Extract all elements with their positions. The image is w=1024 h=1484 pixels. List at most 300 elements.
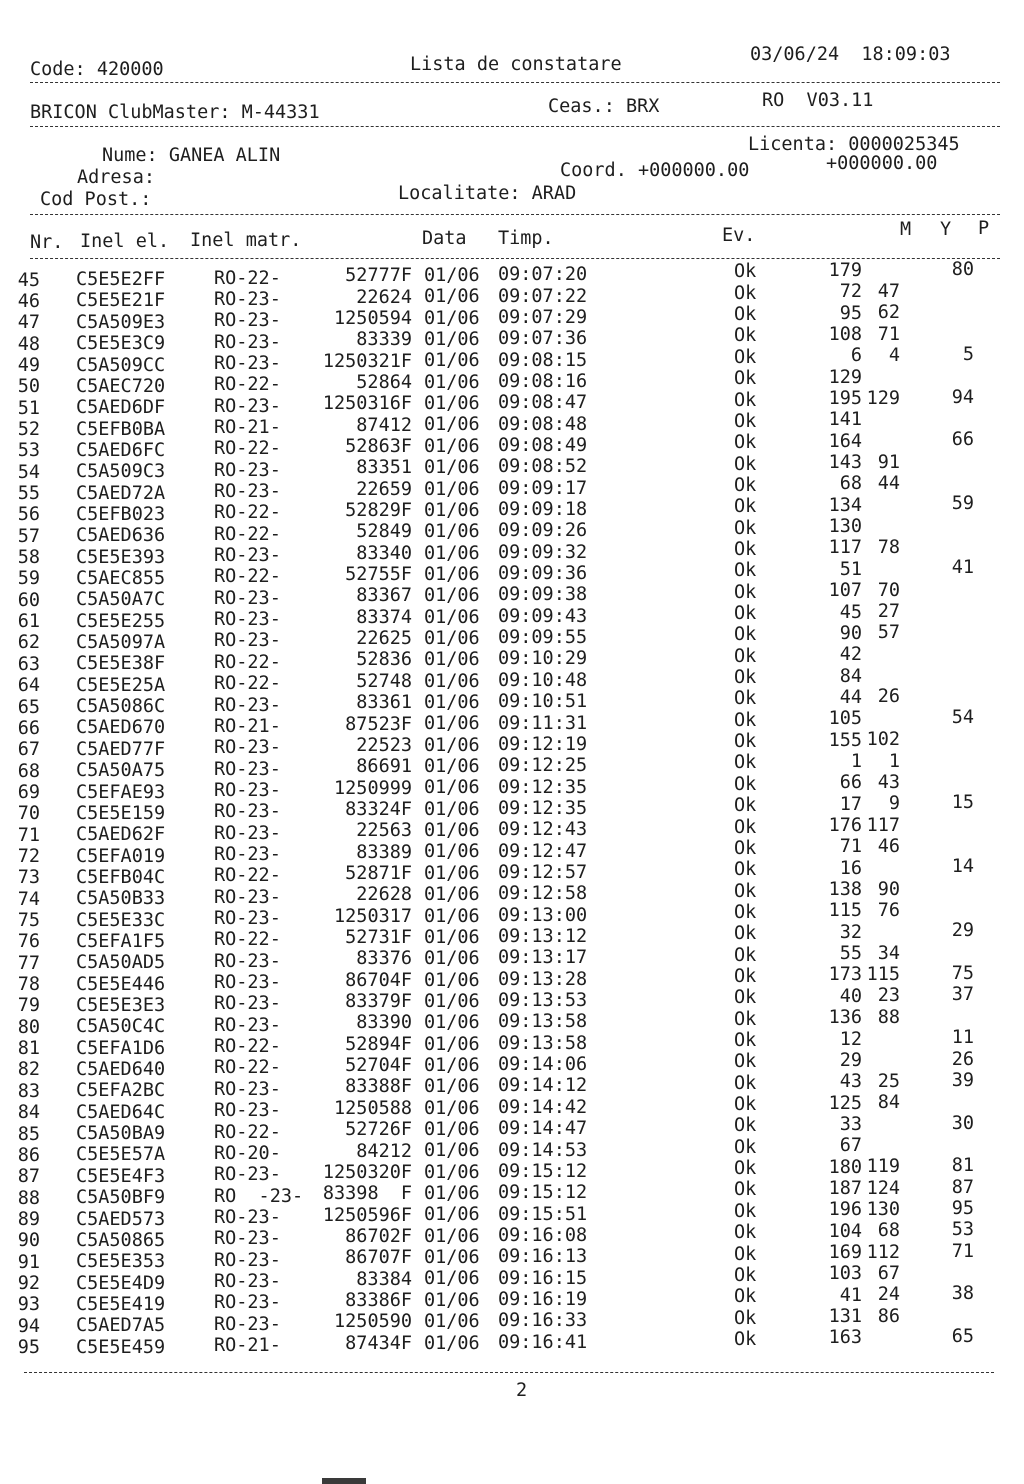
cell-matr: 22659: [356, 478, 412, 500]
cell-ev: Ok: [734, 1179, 757, 1201]
cell-matr: 1250594: [334, 307, 412, 329]
cell-nr: 85: [17, 1123, 40, 1145]
cell-y: 102: [866, 729, 900, 751]
cell-matr: 83384: [356, 1268, 412, 1290]
cell-ro: RO-23-: [214, 630, 281, 652]
cell-m: 163: [828, 1327, 862, 1349]
cell-y: 84: [877, 1092, 900, 1114]
cell-date: 01/06: [424, 756, 480, 778]
cell-date: 01/06: [424, 414, 480, 436]
cell-nr: 60: [17, 589, 40, 611]
cell-inel: C5EFB04C: [76, 866, 166, 888]
cell-matr: 52755F: [345, 564, 412, 586]
cell-matr: 84212: [356, 1140, 412, 1162]
col-p: P: [978, 218, 990, 239]
cell-ro: RO-22-: [214, 566, 281, 588]
cell-ro: RO-23-: [214, 587, 281, 609]
cell-ro: RO-20-: [214, 1142, 281, 1164]
cell-matr: 52894F: [345, 1033, 412, 1055]
cell-ro: RO-23-: [214, 972, 281, 994]
cell-inel: C5A50B33: [76, 888, 166, 910]
cell-ev: Ok: [734, 1094, 757, 1116]
cell-ro: RO-23-: [214, 993, 281, 1015]
cell-date: 01/06: [424, 990, 480, 1012]
cell-matr: 52863F: [345, 435, 412, 457]
cell-m: 125: [828, 1092, 862, 1114]
cell-y: 76: [877, 899, 900, 921]
cell-time: 09:13:53: [498, 990, 588, 1012]
cell-ev: Ok: [734, 346, 757, 368]
cell-m: 131: [828, 1306, 862, 1328]
cell-nr: 66: [17, 717, 40, 739]
cell-ev: Ok: [734, 624, 757, 646]
cell-ev: Ok: [734, 1030, 757, 1051]
cell-p: 38: [951, 1283, 974, 1305]
cell-p: 94: [951, 386, 974, 408]
cell-nr: 82: [17, 1059, 40, 1081]
cell-nr: 61: [17, 611, 40, 633]
cell-y: 46: [877, 835, 900, 857]
cell-inel: C5A50A75: [76, 760, 166, 782]
cell-time: 09:13:12: [498, 926, 588, 948]
col-ev: Ev.: [722, 225, 756, 246]
cell-ro: RO-23-: [214, 843, 281, 865]
cell-date: 01/06: [424, 521, 480, 543]
cell-ev: Ok: [734, 1008, 757, 1030]
cell-date: 01/06: [424, 1183, 480, 1205]
cell-y: 119: [866, 1156, 900, 1178]
cell-ro: RO-23-: [214, 1206, 281, 1228]
cell-ro: RO-23-: [214, 1292, 281, 1314]
cell-p: 95: [951, 1197, 974, 1219]
cell-inel: C5AED6FC: [76, 439, 166, 461]
cell-m: 129: [828, 366, 862, 388]
cell-date: 01/06: [424, 585, 480, 607]
cell-m: 55: [839, 943, 862, 965]
cell-m: 29: [839, 1049, 862, 1071]
cell-ev: Ok: [734, 1328, 757, 1350]
cell-date: 01/06: [424, 1054, 480, 1076]
cell-y: 25: [877, 1070, 900, 1092]
cell-matr: 83361: [356, 692, 412, 714]
cell-y: 71: [877, 323, 900, 345]
cell-nr: 86: [17, 1144, 40, 1166]
cell-nr: 62: [17, 632, 40, 654]
cell-nr: 77: [17, 952, 40, 974]
licence: Licenta: 0000025345: [748, 134, 960, 155]
cell-ev: Ok: [734, 795, 757, 817]
locality: Localitate: ARAD: [398, 183, 577, 204]
cell-matr: 83379F: [345, 991, 412, 1013]
cell-matr: 83339: [356, 329, 412, 351]
cell-inel: C5E5E4D9: [76, 1272, 166, 1294]
cell-nr: 50: [17, 376, 40, 398]
cell-inel: C5A50A7C: [76, 589, 166, 611]
address-label: Adresa:: [77, 167, 155, 188]
cell-ro: RO-23-: [214, 1100, 281, 1122]
cell-time: 09:12:47: [498, 840, 588, 862]
cell-p: 5: [962, 343, 974, 365]
cell-ro: RO-22-: [214, 502, 281, 524]
cell-m: 71: [839, 836, 862, 858]
cell-inel: C5AED77F: [76, 738, 166, 760]
cell-time: 09:08:16: [498, 370, 588, 392]
cell-date: 01/06: [424, 841, 480, 863]
cell-p: 41: [951, 557, 974, 579]
cell-ro: RO-23-: [214, 310, 281, 332]
cell-matr: 52731F: [345, 927, 412, 949]
cell-ro: RO-23-: [214, 737, 281, 759]
cell-time: 09:13:00: [498, 904, 588, 926]
cell-time: 09:09:36: [498, 563, 588, 585]
cell-date: 01/06: [424, 926, 480, 948]
cell-m: 41: [839, 1284, 862, 1306]
cell-matr: 1250320F: [322, 1161, 412, 1183]
cell-matr: 1250316F: [322, 393, 412, 415]
cell-nr: 64: [17, 675, 40, 697]
cell-matr: 1250590: [334, 1311, 412, 1333]
cell-time: 09:16:15: [498, 1267, 588, 1289]
cell-inel: C5EFB0BA: [76, 418, 166, 440]
cell-ro: RO-23-: [214, 352, 281, 374]
cell-time: 09:16:33: [498, 1310, 588, 1332]
cell-matr: 83390: [356, 1012, 412, 1034]
cell-inel: C5E5E4F3: [76, 1165, 166, 1187]
cell-m: 32: [839, 921, 862, 943]
cell-nr: 72: [17, 845, 40, 867]
cell-nr: 65: [17, 696, 40, 718]
cell-time: 09:07:29: [498, 306, 588, 328]
cell-inel: C5A5097A: [76, 632, 166, 654]
cell-m: 1: [850, 750, 862, 772]
cell-time: 09:07:22: [498, 285, 588, 307]
cell-time: 09:13:17: [498, 947, 588, 969]
cell-time: 09:13:58: [498, 1032, 588, 1054]
cell-nr: 95: [17, 1337, 40, 1359]
cell-m: 134: [828, 494, 862, 516]
cell-ro: RO-21-: [214, 715, 281, 737]
cell-inel: C5E5E21F: [76, 290, 166, 312]
cell-ro: RO-23-: [214, 950, 281, 972]
cell-m: 196: [828, 1199, 862, 1221]
cell-nr: 69: [17, 781, 40, 803]
cell-y: 24: [877, 1284, 900, 1306]
cell-matr: 83386F: [345, 1289, 412, 1311]
cell-nr: 81: [17, 1038, 40, 1060]
print-datetime: 03/06/24 18:09:03: [750, 44, 951, 65]
cell-inel: C5EFAE93: [76, 781, 166, 803]
cell-inel: C5E5E25A: [76, 674, 166, 696]
cell-p: 59: [951, 493, 974, 515]
cell-m: 115: [828, 900, 862, 922]
cell-m: 45: [839, 601, 862, 623]
cell-m: 195: [828, 388, 862, 409]
cell-date: 01/06: [424, 435, 480, 457]
cell-date: 01/06: [424, 1289, 480, 1311]
cell-ev: Ok: [734, 1222, 757, 1244]
cell-inel: C5A509E3: [76, 311, 166, 333]
cell-date: 01/06: [424, 649, 480, 671]
cell-nr: 67: [17, 739, 40, 761]
cell-time: 09:11:31: [498, 712, 588, 734]
cell-date: 01/06: [424, 307, 480, 329]
cell-nr: 45: [17, 269, 40, 291]
cell-inel: C5EFA1D6: [76, 1037, 166, 1059]
cell-m: 16: [839, 857, 862, 879]
divider: [30, 126, 1000, 127]
cell-y: 90: [877, 878, 900, 900]
cell-time: 09:15:51: [498, 1203, 588, 1225]
cell-matr: 52871F: [345, 862, 412, 884]
cell-p: 30: [951, 1112, 974, 1134]
cell-inel: C5E5E419: [76, 1293, 166, 1315]
divider: [30, 82, 1000, 83]
cell-inel: C5E5E255: [76, 610, 166, 632]
cell-time: 09:09:18: [498, 499, 588, 521]
cell-inel: C5AED72A: [76, 482, 166, 504]
col-inel-el: Inel el.: [80, 231, 170, 252]
cell-m: 104: [828, 1220, 862, 1242]
ceas-label: Ceas.: BRX: [548, 96, 660, 117]
cell-date: 01/06: [424, 371, 480, 393]
cell-m: 130: [828, 516, 862, 538]
owner-name: Nume: GANEA ALIN: [102, 145, 281, 166]
cell-ro: RO-23-: [214, 1249, 281, 1271]
cell-matr: 87434F: [345, 1332, 412, 1354]
cell-matr: 22563: [356, 820, 412, 842]
cell-date: 01/06: [424, 670, 480, 692]
cell-ev: Ok: [734, 645, 757, 667]
cell-y: 27: [877, 601, 900, 623]
cell-ro: RO-22-: [214, 929, 281, 951]
cell-matr: 52777F: [345, 265, 412, 287]
cell-inel: C5E5E57A: [76, 1144, 166, 1166]
cell-matr: 83340: [356, 542, 412, 564]
cell-inel: C5E5E3E3: [76, 995, 166, 1016]
cell-ro: RO-21-: [214, 1335, 281, 1356]
cell-time: 09:08:52: [498, 456, 588, 478]
cell-p: 65: [951, 1326, 974, 1348]
cell-y: 117: [866, 814, 900, 836]
cell-date: 01/06: [424, 1225, 480, 1247]
cell-nr: 47: [17, 312, 40, 334]
cell-date: 01/06: [424, 1332, 480, 1354]
cell-inel: C5A50BA9: [76, 1123, 166, 1145]
cell-ro: RO-22-: [214, 1036, 281, 1058]
cell-inel: C5AED640: [76, 1059, 166, 1081]
cell-p: 81: [951, 1155, 974, 1177]
cell-ev: Ok: [734, 453, 757, 475]
cell-p: 54: [951, 706, 974, 728]
cell-time: 09:09:26: [498, 520, 588, 542]
cell-ro: RO-23-: [214, 288, 281, 310]
cell-p: 11: [951, 1027, 974, 1049]
cell-ro: RO-22-: [214, 438, 281, 460]
cell-date: 01/06: [424, 329, 480, 351]
cell-m: 67: [839, 1135, 862, 1157]
col-timp: Timp.: [498, 228, 554, 249]
cell-matr: 83367: [356, 585, 412, 607]
cell-ev: Ok: [734, 474, 757, 496]
cell-date: 01/06: [424, 350, 480, 372]
cell-time: 09:10:51: [498, 691, 588, 713]
cell-date: 01/06: [424, 1204, 480, 1226]
cell-ev: Ok: [734, 1072, 757, 1094]
cell-time: 09:08:49: [498, 434, 588, 456]
cell-nr: 74: [17, 888, 40, 910]
cell-inel: C5AED62F: [76, 824, 166, 846]
cell-ro: RO-21-: [214, 416, 281, 438]
cell-nr: 48: [17, 333, 40, 355]
cell-ev: Ok: [734, 304, 757, 326]
cell-matr: 52726F: [345, 1119, 412, 1141]
cell-date: 01/06: [424, 457, 480, 479]
cell-matr: 83389: [356, 841, 412, 863]
cell-nr: 71: [17, 824, 40, 846]
cell-ev: Ok: [734, 432, 757, 454]
cell-y: 68: [877, 1220, 900, 1242]
cell-inel: C5A50C4C: [76, 1016, 166, 1038]
cell-ro: RO-23-: [214, 1313, 281, 1335]
cell-m: 90: [839, 622, 862, 644]
cell-nr: 56: [17, 504, 40, 526]
cell-m: 84: [839, 665, 862, 687]
cell-ev: Ok: [734, 880, 757, 902]
cell-m: 43: [839, 1071, 862, 1093]
cell-nr: 55: [17, 483, 40, 505]
divider: [30, 214, 1000, 215]
cell-m: 176: [828, 815, 862, 836]
cell-ro: RO-22-: [214, 651, 281, 673]
cell-m: 108: [828, 323, 862, 345]
cell-ev: Ok: [734, 581, 757, 603]
cell-date: 01/06: [424, 1097, 480, 1119]
cell-y: 78: [877, 537, 900, 558]
cell-matr: 22628: [356, 884, 412, 906]
cell-time: 09:12:25: [498, 755, 588, 777]
cell-m: 66: [839, 772, 862, 794]
cell-date: 01/06: [424, 265, 480, 287]
cell-date: 01/06: [424, 563, 480, 585]
cell-matr: 52849: [356, 521, 412, 543]
cell-date: 01/06: [424, 1247, 480, 1269]
cell-date: 01/06: [424, 948, 480, 970]
cell-time: 09:08:15: [498, 349, 588, 371]
cell-time: 09:12:58: [498, 883, 588, 905]
cell-m: 117: [828, 537, 862, 559]
cell-date: 01/06: [424, 478, 480, 500]
cell-inel: C5E5E459: [76, 1336, 166, 1358]
cell-nr: 68: [17, 760, 40, 782]
cell-ev: Ok: [734, 1200, 757, 1222]
cell-ro: RO-23-: [214, 822, 281, 844]
version-label: RO V03.11: [762, 90, 874, 111]
cell-matr: 87412: [356, 414, 412, 436]
postal-code-label: Cod Post.:: [40, 189, 152, 210]
cell-time: 09:16:41: [498, 1331, 588, 1353]
cell-date: 01/06: [424, 1140, 480, 1162]
cell-matr: 1250321F: [322, 350, 412, 372]
coordinates-secondary: +000000.00: [826, 153, 938, 174]
cell-inel: C5A50865: [76, 1229, 166, 1251]
cell-date: 01/06: [424, 1311, 480, 1333]
cell-time: 09:07:36: [498, 328, 588, 350]
cell-time: 09:13:28: [498, 968, 588, 990]
cell-ro: RO-22-: [214, 267, 281, 289]
cell-ev: Ok: [734, 773, 757, 795]
cell-nr: 91: [17, 1251, 40, 1273]
cell-inel: C5AED670: [76, 717, 166, 739]
cell-p: 14: [951, 856, 974, 878]
cell-y: 130: [866, 1198, 900, 1220]
cell-nr: 52: [17, 418, 40, 440]
col-m: M: [900, 219, 912, 240]
page-number: 2: [516, 1380, 528, 1401]
cell-date: 01/06: [424, 606, 480, 628]
cell-matr: 52748: [356, 670, 412, 692]
cell-ro: RO-23-: [214, 694, 281, 716]
cell-m: 179: [828, 259, 862, 281]
cell-inel: C5EFA019: [76, 845, 166, 867]
cell-m: 17: [839, 793, 862, 815]
cell-y: 47: [877, 280, 900, 302]
cell-ev: Ok: [734, 538, 757, 560]
cell-ev: Ok: [734, 560, 757, 582]
cell-ro: RO-23-: [214, 331, 281, 353]
cell-matr: 87523F: [345, 713, 412, 735]
cell-time: 09:09:32: [498, 541, 588, 563]
cell-inel: C5E5E393: [76, 546, 166, 568]
divider: [24, 1372, 994, 1373]
cell-ev: Ok: [734, 1264, 757, 1286]
cell-ro: RO-23-: [214, 459, 281, 481]
cell-time: 09:12:57: [498, 861, 588, 883]
cell-inel: C5EFA2BC: [76, 1080, 166, 1102]
cell-ev: Ok: [734, 1243, 757, 1265]
cell-ro: RO-23-: [214, 886, 281, 908]
cell-ev: Ok: [734, 987, 757, 1009]
cell-matr: 83398 F: [322, 1183, 412, 1205]
cell-ev: Ok: [734, 517, 757, 539]
cell-nr: 76: [17, 931, 40, 953]
cell-ev: Ok: [734, 1158, 757, 1180]
cell-nr: 73: [17, 867, 40, 889]
cell-m: 141: [828, 409, 862, 431]
cell-y: 34: [877, 942, 900, 964]
cell-y: 1: [888, 750, 900, 772]
cell-time: 09:14:53: [498, 1139, 588, 1161]
cell-y: 112: [866, 1241, 900, 1263]
cell-m: 33: [839, 1113, 862, 1135]
cell-ev: Ok: [734, 1286, 757, 1308]
cell-matr: 22624: [356, 286, 412, 308]
cell-m: 164: [828, 430, 862, 452]
cell-m: 42: [839, 644, 862, 666]
cell-time: 09:08:47: [498, 392, 588, 414]
cell-m: 44: [839, 686, 862, 708]
cell-ro: RO-22-: [214, 1057, 281, 1079]
cell-m: 6: [850, 345, 862, 367]
cell-date: 01/06: [424, 884, 480, 906]
cell-y: 43: [877, 771, 900, 793]
scan-mark: [322, 1478, 366, 1484]
cell-nr: 70: [17, 803, 40, 825]
cell-date: 01/06: [424, 820, 480, 842]
cell-date: 01/06: [424, 905, 480, 927]
cell-ro: RO-23-: [214, 395, 281, 417]
cell-ev: Ok: [734, 1115, 757, 1137]
cell-matr: 22523: [356, 734, 412, 756]
